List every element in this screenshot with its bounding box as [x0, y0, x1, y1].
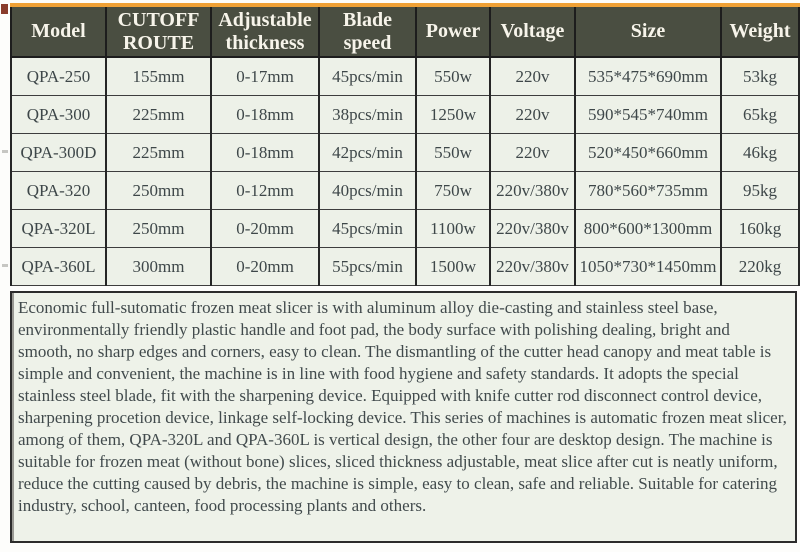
- cell-size: 535*475*690mm: [575, 57, 721, 96]
- cell-size: 800*600*1300mm: [575, 210, 721, 248]
- cell-model: QPA-300: [11, 96, 106, 134]
- cell-voltage: 220v: [490, 134, 575, 172]
- cell-weight: 95kg: [721, 172, 799, 210]
- cell-voltage: 220v/380v: [490, 210, 575, 248]
- column-header-adjustable-thickness: Adjustable thickness: [211, 5, 319, 57]
- gutter-tick: [2, 150, 8, 153]
- cell-model: QPA-320L: [11, 210, 106, 248]
- cell-blade-speed: 55pcs/min: [319, 248, 416, 286]
- cell-weight: 46kg: [721, 134, 799, 172]
- cell-weight: 220kg: [721, 248, 799, 286]
- cell-power: 1250w: [416, 96, 490, 134]
- cell-power: 550w: [416, 134, 490, 172]
- cell-cutoff-route: 250mm: [106, 210, 211, 248]
- cell-adjustable-thickness: 0-18mm: [211, 96, 319, 134]
- cell-power: 550w: [416, 57, 490, 96]
- cell-adjustable-thickness: 0-17mm: [211, 57, 319, 96]
- table-row: [11, 172, 799, 210]
- cell-power: 1100w: [416, 210, 490, 248]
- cell-weight: 65kg: [721, 96, 799, 134]
- cell-blade-speed: 40pcs/min: [319, 172, 416, 210]
- column-header-cutoff-route: CUTOFF ROUTE: [106, 5, 211, 57]
- cell-blade-speed: 45pcs/min: [319, 57, 416, 96]
- cell-blade-speed: 38pcs/min: [319, 96, 416, 134]
- product-description: Economic full-sutomatic frozen meat slicer is with aluminum alloy die-casting and stainless steel base, environmentally friendly plastic handle and foot pad, the body surface with polishing dealing, bright and smooth, no sharp edges and corners, easy to clean. The dismantling of the cutter head canopy and meat table is simple and convenient, the machine is in line with food hygiene and safety standards. It adopts the special stainless steel blade, fit with the sharpening device. Equipped with knife cutter rod disconnect control device, sharpening procetion device, linkage self-locking device. This series of machines is automatic frozen meat slicer, among of them, QPA-320L and QPA-360L is vertical design, the other four are desktop design. The machine is suitable for frozen meat (without bone) slices, sliced thickness adjustable, meat slice after cut is neatly uniform, reduce the cutting caused by debris, the machine is simple, easy to clean, safe and reliable. Suitable for catering industry, school, canteen, food processing plants and others.: [10, 291, 797, 543]
- table-row: [11, 134, 799, 172]
- cell-power: 750w: [416, 172, 490, 210]
- cell-model: QPA-250: [11, 57, 106, 96]
- cell-weight: 53kg: [721, 57, 799, 96]
- cell-adjustable-thickness: 0-18mm: [211, 134, 319, 172]
- cell-size: 590*545*740mm: [575, 96, 721, 134]
- cell-voltage: 220v: [490, 96, 575, 134]
- column-header-model: Model: [11, 5, 106, 57]
- cell-cutoff-route: 225mm: [106, 96, 211, 134]
- cell-cutoff-route: 155mm: [106, 57, 211, 96]
- cell-model: QPA-320: [11, 172, 106, 210]
- cell-voltage: 220v: [490, 57, 575, 96]
- cell-adjustable-thickness: 0-20mm: [211, 248, 319, 286]
- cell-size: 1050*730*1450mm: [575, 248, 721, 286]
- cell-weight: 160kg: [721, 210, 799, 248]
- column-header-size: Size: [575, 5, 721, 57]
- header-row: [11, 5, 799, 57]
- column-header-weight: Weight: [721, 5, 799, 57]
- cell-power: 1500w: [416, 248, 490, 286]
- cell-size: 780*560*735mm: [575, 172, 721, 210]
- cell-cutoff-route: 225mm: [106, 134, 211, 172]
- cell-cutoff-route: 300mm: [106, 248, 211, 286]
- table-row: [11, 57, 799, 96]
- cell-blade-speed: 45pcs/min: [319, 210, 416, 248]
- gutter-red-mark: [1, 4, 8, 14]
- table-row: [11, 96, 799, 134]
- cell-adjustable-thickness: 0-12mm: [211, 172, 319, 210]
- column-header-power: Power: [416, 5, 490, 57]
- column-header-blade-speed: Blade speed: [319, 5, 416, 57]
- cell-adjustable-thickness: 0-20mm: [211, 210, 319, 248]
- spec-table-container: [10, 3, 798, 286]
- cell-voltage: 220v/380v: [490, 172, 575, 210]
- cell-cutoff-route: 250mm: [106, 172, 211, 210]
- cell-voltage: 220v/380v: [490, 248, 575, 286]
- table-row: [11, 248, 799, 286]
- cell-model: QPA-360L: [11, 248, 106, 286]
- column-header-voltage: Voltage: [490, 5, 575, 57]
- cell-blade-speed: 42pcs/min: [319, 134, 416, 172]
- cell-size: 520*450*660mm: [575, 134, 721, 172]
- gutter-tick: [2, 264, 8, 267]
- table-row: [11, 210, 799, 248]
- cell-model: QPA-300D: [11, 134, 106, 172]
- spec-table: [10, 3, 800, 286]
